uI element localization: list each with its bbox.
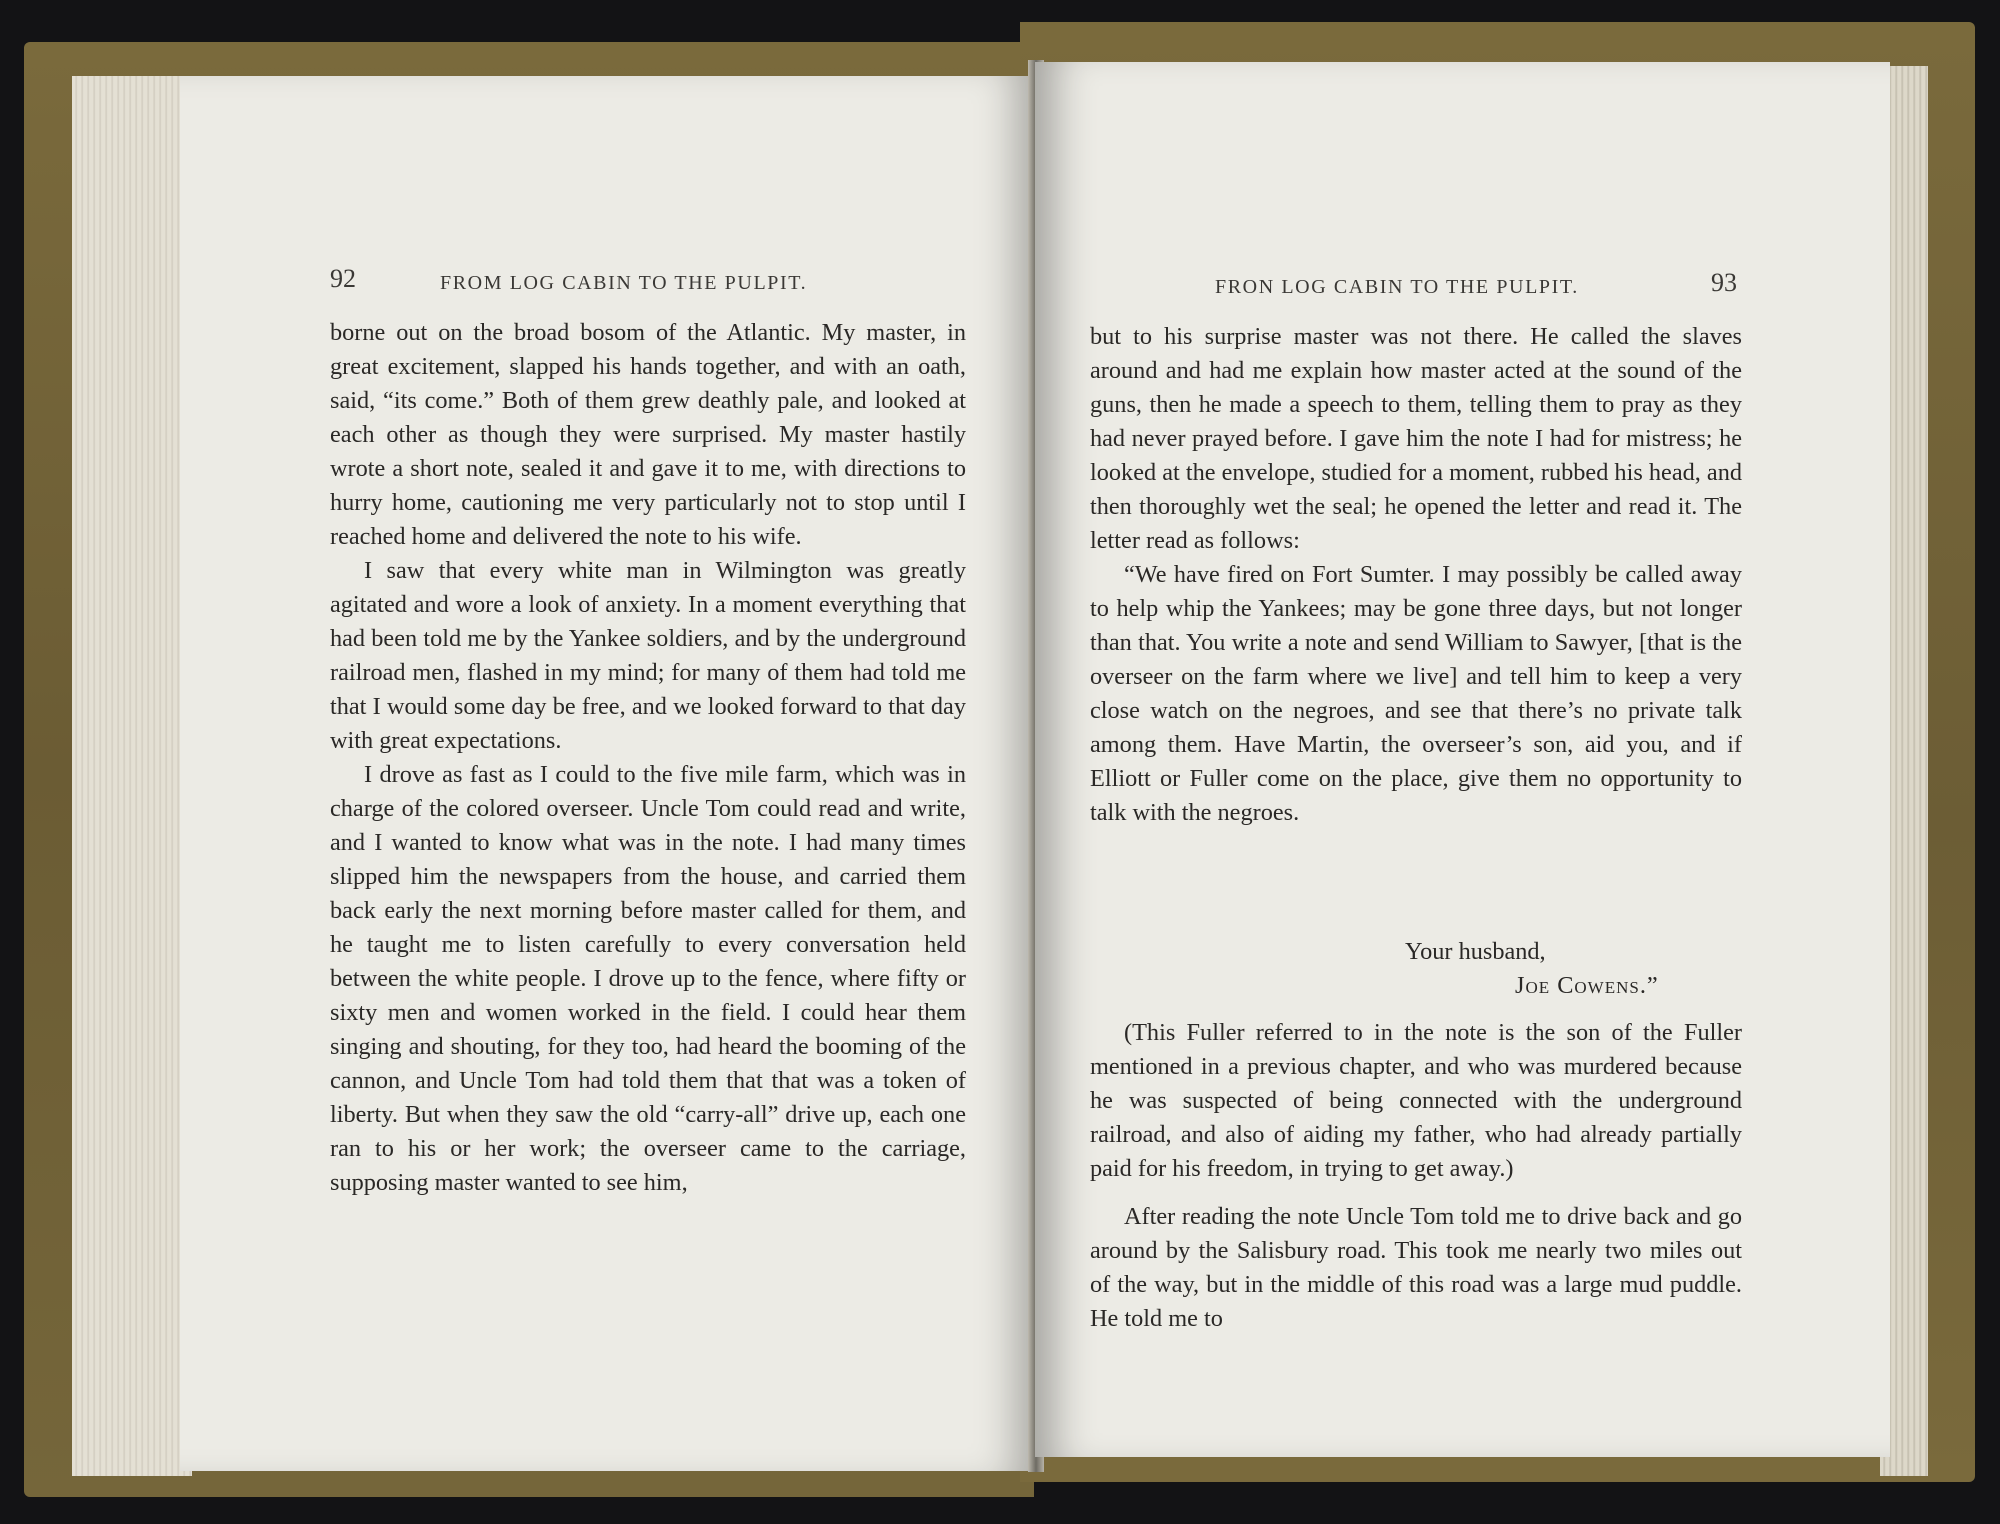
left-paragraph-3: I drove as fast as I could to the five mile farm, which was in charge of the colored overseer. Uncle Tom could read and write, and I wanted to know what was in the note. I had many times slipped him the newspapers from the house, and carried them back early the next morning before master called for them, and he taught me to listen carefully to every conversation held between the white people. I drove up to the fence, where fifty or sixty men and women worked in the field. I could hear them singing and shouting, for they too, had heard the booming of the cannon, and Uncle Tom had told them that that was a token of liberty. But when they saw the old “carry-all” drive up, each one ran to his or her work; the overseer came to the carriage, supposing master wanted to see him, <box>330 761 966 1196</box>
left-page-number: 92 <box>330 264 356 293</box>
right-page <box>1035 62 1890 1457</box>
editorial-note: (This Fuller referred to in the note is the son of the Fuller mentioned in a previous chapter, and who was murdered because he was suspected of being connected with the underground railroad, and also of aiding my father, who had already partially paid for his freedom, in trying to get away.) <box>1090 1019 1742 1182</box>
right-page-number: 93 <box>1711 268 1737 297</box>
letter-signature: Joe Cowens.” <box>1515 972 1659 999</box>
right-final-paragraph: After reading the note Uncle Tom told me to drive back and go around by the Salisbury road. This took me nearly two miles out of the way, but in the middle of this road was a large mud puddle. He told me to <box>1090 1203 1742 1332</box>
left-page-body <box>330 316 966 1200</box>
letter-closing: Your husband, <box>1405 938 1546 965</box>
right-paragraph-1: but to his surprise master was not there. He called the slaves around and had me explain how master acted at the sound of the guns, then he made a speech to them, telling them to pray as they had never prayed before. I gave him the note I had for mistress; he looked at the envelope, studied for a moment, rubbed his head, and then thoroughly wet the seal; he opened the letter and read it. The letter read as follows: <box>1090 323 1742 554</box>
right-page-body-top <box>1090 320 1742 830</box>
right-page-body-bottom <box>1090 1016 1742 1336</box>
right-letter-body: “We have fired on Fort Sumter. I may possibly be called away to help whip the Yankees; may be gone three days, but not longer than that. You write a note and send William to Sawyer, [that is the overseer on the farm where we live] and tell him to keep a very close watch on the negroes, and see that there’s no private talk among them. Have Martin, the overseer’s son, aid you, and if Elliott or Fuller come on the place, give them no opportunity to talk with the negroes. <box>1090 561 1742 826</box>
left-page <box>180 76 1035 1471</box>
left-paragraph-2: I saw that every white man in Wilmington was greatly agitated and wore a look of anxiety. In a moment everything that had been told me by the Yankee soldiers, and by the underground railroad men, flashed in my mind; for many of them had told me that I would some day be free, and we looked forward to that day with great expectations. <box>330 557 966 754</box>
page-stack-left <box>72 76 192 1476</box>
left-running-head: FROM LOG CABIN TO THE PULPIT. <box>440 272 808 294</box>
left-paragraph-1: borne out on the broad bosom of the Atlantic. My master, in great excitement, slapped his hands together, and with an oath, said, “its come.” Both of them grew deathly pale, and looked at each other as though they were surprised. My master hastily wrote a short note, sealed it and gave it to me, with directions to hurry home, cautioning me very particularly not to stop until I reached home and delivered the note to his wife. <box>330 319 966 550</box>
right-running-head: FRON LOG CABIN TO THE PULPIT. <box>1215 276 1579 298</box>
